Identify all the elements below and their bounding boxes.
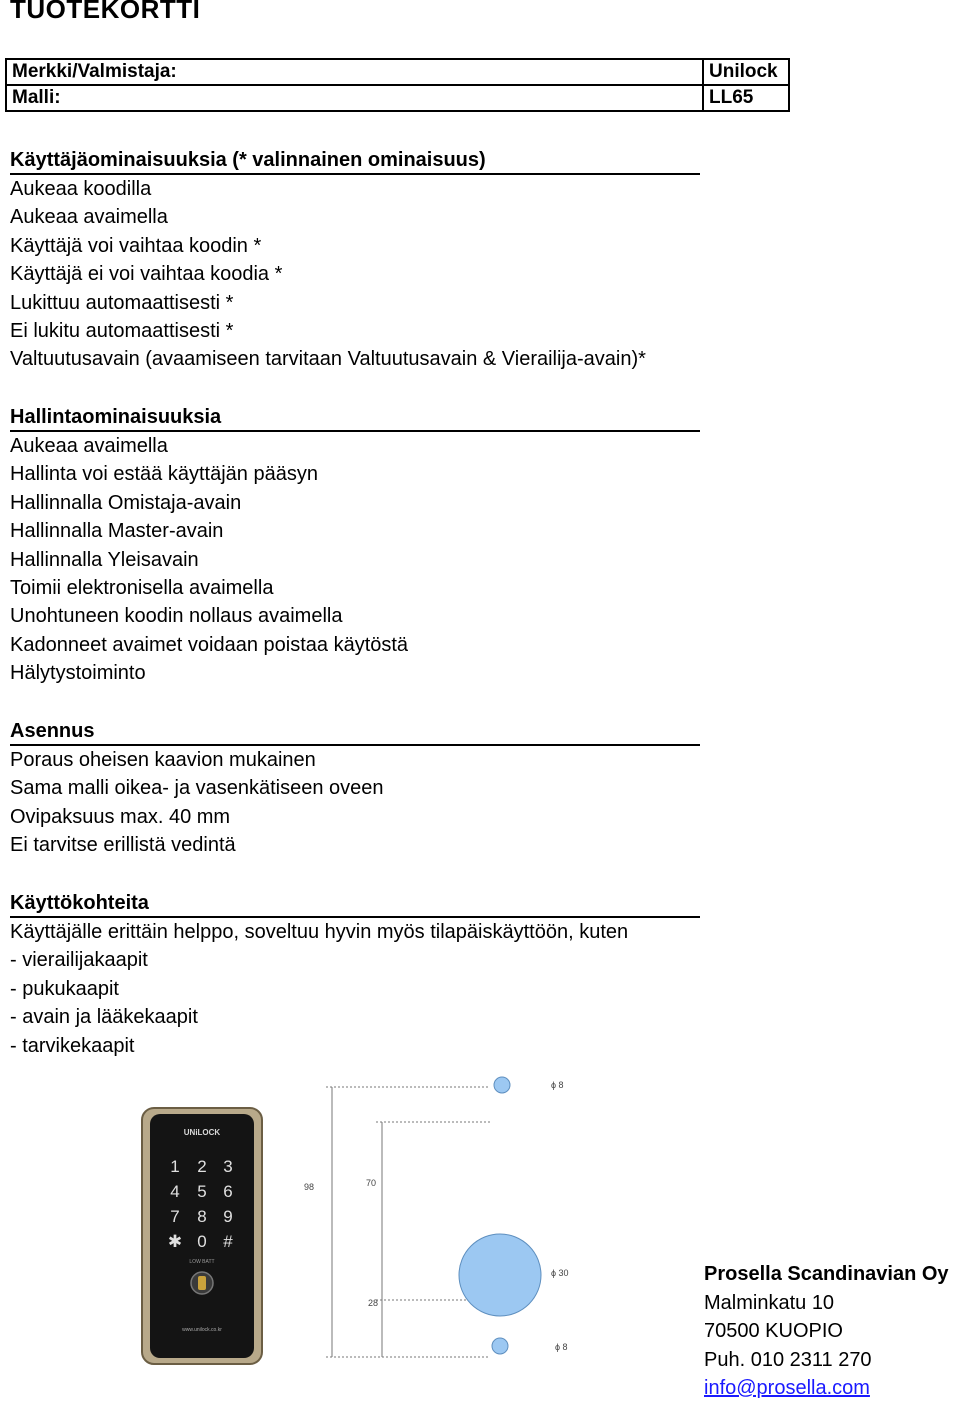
key-6: 6 — [223, 1182, 233, 1201]
dimension-70: 70 — [366, 1178, 377, 1188]
list-item: Käyttäjälle erittäin helppo, soveltuu hyvin myös tilapäiskäyttöön, kuten — [10, 921, 629, 943]
list-item: Valtuutusavain (avaamiseen tarvitaan Valtuutusavain & Vierailija-avain)* — [10, 348, 646, 371]
dimension-lines — [326, 1087, 490, 1357]
key-1: 1 — [170, 1157, 180, 1176]
list-item: - pukukaapit — [10, 977, 119, 1000]
manufacturer-value: Unilock — [703, 59, 789, 85]
city: 70500 KUOPIO — [704, 1320, 843, 1342]
list-item: - vierailijakaapit — [10, 949, 148, 972]
lock-brand: UNiLOCK — [183, 1128, 221, 1137]
list-item: Sama malli oikea- ja vasenkätiseen oveen — [10, 777, 384, 800]
key-9: 9 — [223, 1207, 233, 1226]
key-7: 7 — [170, 1207, 180, 1226]
hole-top-icon — [494, 1077, 510, 1093]
product-info-table — [5, 58, 790, 112]
manufacturer-label: Merkki/Valmistaja: — [6, 59, 703, 85]
list-item: - tarvikekaapit — [10, 1034, 135, 1057]
key-hash: # — [223, 1232, 233, 1251]
list-item: Unohtuneen koodin nollaus avaimella — [10, 605, 343, 628]
list-item: Aukeaa koodilla — [10, 178, 152, 200]
section-title: Käyttäjäominaisuuksia (* valinnainen ominaisuus) — [10, 147, 700, 175]
key-star: ✱ — [167, 1232, 183, 1251]
key-5: 5 — [197, 1182, 207, 1201]
list-item: Kadonneet avaimet voidaan poistaa käytöstä — [10, 633, 409, 656]
list-item: Hallinnalla Master-avain — [10, 520, 224, 543]
hole-bottom-icon — [492, 1338, 508, 1354]
list-item: Käyttäjä voi vaihtaa koodin * — [10, 234, 262, 257]
list-item: Ei lukitu automaattisesti * — [10, 319, 234, 342]
dimension-98: 98 — [304, 1182, 315, 1192]
hole-mid-label: ϕ 30 — [551, 1268, 569, 1278]
dimension-28: 28 — [368, 1298, 379, 1308]
section-use-cases — [10, 890, 700, 1060]
section-user-features — [10, 147, 700, 374]
hole-bottom-label: ϕ 8 — [555, 1342, 568, 1352]
list-item: Hallinnalla Omistaja-avain — [10, 491, 242, 514]
section-admin-features — [10, 404, 700, 688]
key-2: 2 — [197, 1157, 207, 1176]
lock-website: www.unilock.co.kr — [182, 1327, 222, 1333]
list-item: Hälytystoiminto — [10, 662, 146, 685]
contact-address — [704, 1260, 949, 1403]
list-item: Aukeaa avaimella — [10, 206, 168, 229]
list-item: Poraus oheisen kaavion mukainen — [10, 749, 316, 771]
list-item: Hallinta voi estää käyttäjän pääsyn — [10, 463, 318, 486]
manufacturer-row — [6, 59, 789, 85]
email-link[interactable]: info@prosella.com — [704, 1377, 870, 1399]
list-item: Aukeaa avaimella — [10, 435, 168, 457]
list-item: Hallinnalla Yleisavain — [10, 548, 199, 571]
section-installation — [10, 718, 700, 860]
hole-mid-icon — [459, 1234, 541, 1316]
section-title: Asennus — [10, 718, 700, 746]
model-row — [6, 85, 789, 111]
low-batt-label: LOW BATT — [189, 1259, 215, 1265]
model-label: Malli: — [6, 85, 703, 111]
key-3: 3 — [223, 1157, 233, 1176]
list-item: Ei tarvitse erillistä vedintä — [10, 834, 236, 857]
list-item: Ovipaksuus max. 40 mm — [10, 805, 231, 828]
list-item: Toimii elektronisella avaimella — [10, 576, 274, 599]
section-title: Hallintaominaisuuksia — [10, 404, 700, 432]
street-address: Malminkatu 10 — [704, 1291, 835, 1314]
product-drawing — [120, 1070, 580, 1400]
key-8: 8 — [197, 1207, 207, 1226]
company-name: Prosella Scandinavian Oy — [704, 1263, 949, 1285]
key-0: 0 — [197, 1232, 207, 1251]
key-4: 4 — [170, 1182, 180, 1201]
page-title: TUOTEKORTTI — [10, 0, 201, 24]
list-item: Lukittuu automaattisesti * — [10, 291, 234, 314]
phone: Puh. 010 2311 270 — [704, 1348, 872, 1371]
section-title: Käyttökohteita — [10, 890, 700, 918]
lock-photo — [142, 1108, 262, 1364]
hole-top-label: ϕ 8 — [551, 1080, 564, 1090]
list-item: - avain ja lääkekaapit — [10, 1006, 198, 1029]
model-value: LL65 — [703, 85, 789, 111]
list-item: Käyttäjä ei voi vaihtaa koodia * — [10, 263, 283, 286]
